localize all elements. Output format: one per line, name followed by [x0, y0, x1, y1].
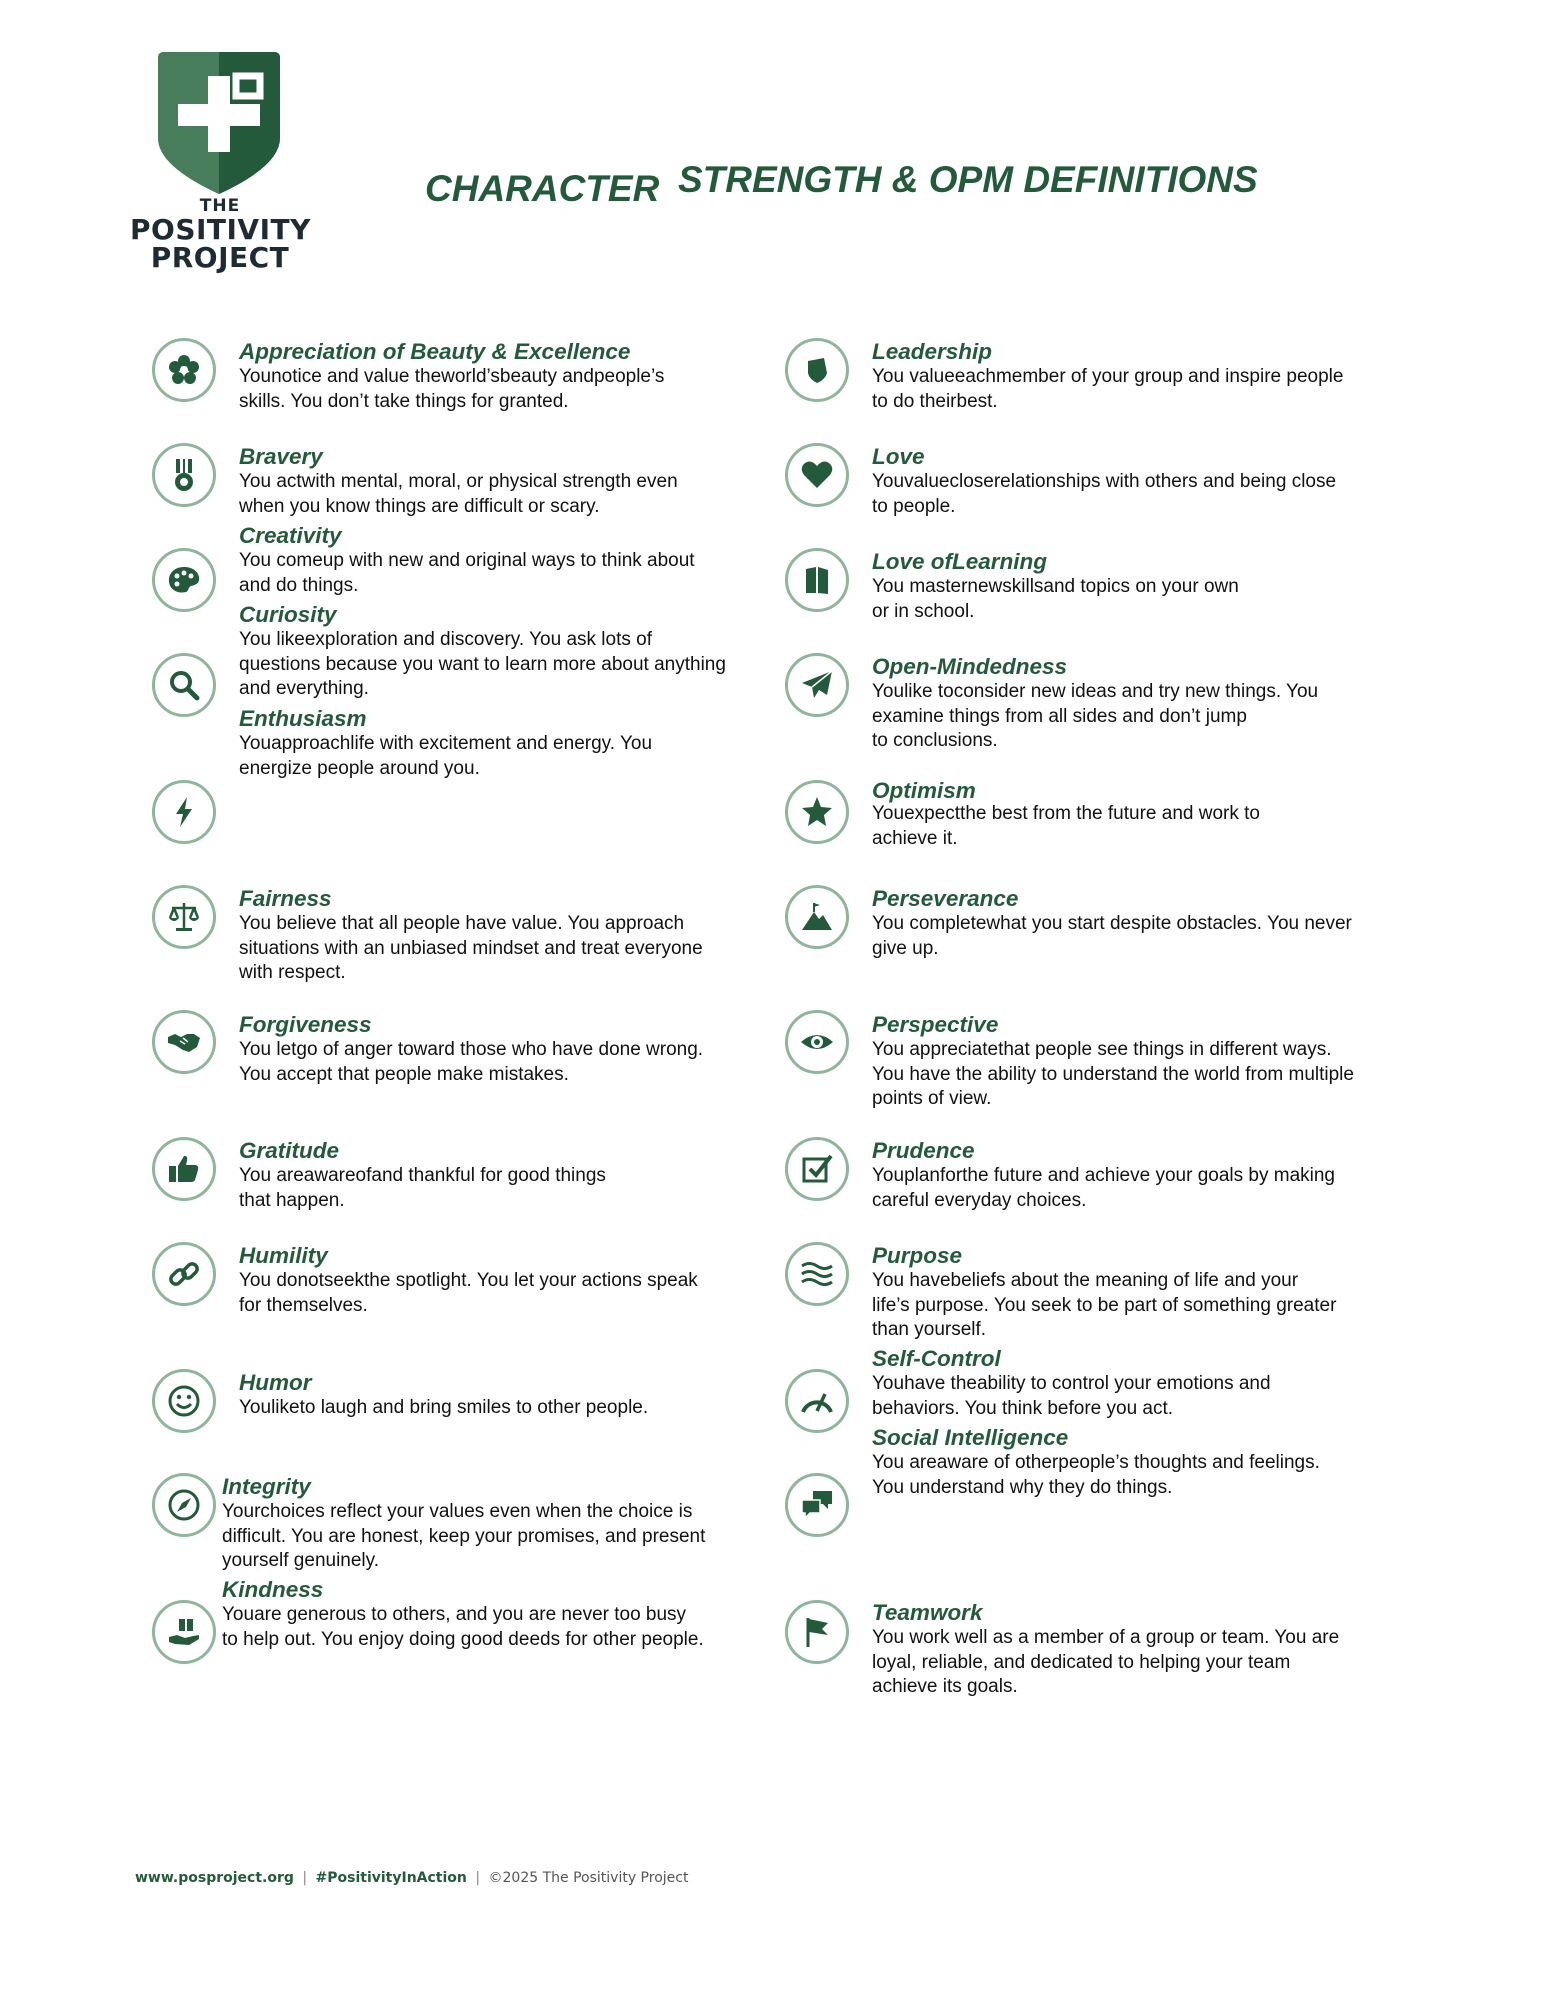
strength-entry [222, 1474, 705, 1574]
chat-bubbles-icon [785, 1473, 849, 1537]
definition-line: achieve it. [872, 827, 958, 849]
definition-line: You understand why they do things. [872, 1476, 1173, 1498]
thumbs-up-icon [152, 1137, 216, 1201]
medal-icon [152, 443, 216, 507]
definition-line: and do things. [239, 574, 359, 596]
strength-name: Teamwork [872, 1600, 983, 1625]
strength-entry [239, 444, 678, 519]
strength-name: Perspective [872, 1012, 999, 1037]
strength-name: Self-Control [872, 1346, 1001, 1371]
definition-line: that happen. [239, 1189, 345, 1211]
strength-entry [872, 886, 1352, 961]
flag-icon [785, 1600, 849, 1664]
scales-icon [152, 885, 216, 949]
definition-line: for themselves. [239, 1294, 368, 1316]
strength-entry [872, 549, 1239, 624]
strength-entry [239, 602, 726, 702]
star-icon [785, 780, 849, 844]
definition-line: to people. [872, 495, 956, 517]
footer-hashtag: #PositivityInAction [315, 1870, 467, 1886]
definition-line: careful everyday choices. [872, 1189, 1087, 1211]
strength-entry [239, 523, 695, 598]
smiley-icon [152, 1369, 216, 1433]
definition-line: Youvaluecloserelationships with others and being close [872, 471, 1337, 492]
strength-name: Enthusiasm [239, 706, 367, 731]
strength-entry [872, 654, 1318, 754]
footer-separator: | [475, 1870, 481, 1886]
strength-name: Social Intelligence [872, 1425, 1069, 1450]
definition-line: You areawareofand thankful for good things [239, 1165, 606, 1186]
definition-line: You valueeachmember of your group and inspire people [872, 366, 1344, 387]
strength-name: Integrity [222, 1474, 311, 1499]
paper-plane-icon [785, 653, 849, 717]
definition-line: skills. You don’t take things for granted. [239, 390, 569, 412]
definition-line: You completewhat you start despite obstacles. You never [872, 913, 1352, 934]
strength-entry [872, 1138, 1335, 1213]
definition-line: Youhave theability to control your emotions and [872, 1373, 1271, 1394]
strength-name: Bravery [239, 444, 323, 469]
definition-line: situations with an unbiased mindset and treat everyone [239, 937, 703, 959]
definition-line: Youapproachlife with excitement and energy. You [239, 733, 653, 754]
definition-line: and everything. [239, 678, 369, 699]
strength-name: Humor [239, 1370, 312, 1395]
strength-entry [239, 706, 652, 781]
strength-name: Gratitude [239, 1138, 340, 1163]
definition-line: You havebeliefs about the meaning of life and your [872, 1270, 1299, 1291]
strength-name: Creativity [239, 523, 342, 548]
strength-entry [872, 780, 1260, 851]
definition-line: energize people around you. [239, 757, 480, 779]
gift-hand-icon [152, 1600, 216, 1664]
definition-line: You likeexploration and discovery. You ask lots of [239, 629, 652, 650]
flower-icon [152, 338, 216, 402]
gauge-icon [785, 1369, 849, 1433]
strength-name: Humility [239, 1243, 328, 1268]
page-title-part-1: CHARACTER [425, 168, 660, 209]
strength-entry [872, 1012, 1354, 1112]
strength-entry [239, 1138, 606, 1213]
definition-line: questions because you want to learn more about anything [239, 653, 726, 675]
strength-name: Optimism [872, 778, 976, 803]
definition-line: Youexpectthe best from the future and work to [872, 803, 1260, 824]
definition-line: You have the ability to understand the world from multiple [872, 1063, 1354, 1085]
logo-wordmark [130, 196, 310, 272]
strength-name: Forgiveness [239, 1012, 372, 1037]
definition-line: than yourself. [872, 1319, 987, 1340]
definition-line: Younotice and value theworld’sbeauty andpeople’s [239, 366, 665, 387]
footer-website-link[interactable]: www.posproject.org [135, 1870, 294, 1886]
compass-icon [152, 1473, 216, 1537]
logo-shield-icon [150, 48, 288, 198]
definition-line: points of view. [872, 1088, 992, 1109]
strength-entry [239, 1012, 703, 1087]
eye-icon [785, 1010, 849, 1074]
definition-line: You accept that people make mistakes. [239, 1063, 569, 1085]
definition-line: Yourchoices reflect your values even when the choice is [222, 1501, 693, 1522]
palette-icon [152, 548, 216, 612]
definition-line: examine things from all sides and don’t jump [872, 705, 1247, 727]
strength-name: Love [872, 444, 925, 469]
definition-line: to help out. You enjoy doing good deeds for other people. [222, 1628, 704, 1650]
strength-entry [239, 886, 703, 986]
definition-line: You donotseekthe spotlight. You let your actions speak [239, 1270, 698, 1291]
handshake-icon [152, 1010, 216, 1074]
logo-line-2: PROJECT [150, 241, 290, 274]
strength-name: Love ofLearning [872, 549, 1048, 574]
strength-entry [872, 1346, 1271, 1421]
footer-separator: | [302, 1870, 308, 1886]
definition-line: You actwith mental, moral, or physical strength even [239, 471, 678, 492]
strength-entry [872, 1425, 1320, 1500]
definition-line: behaviors. You think before you act. [872, 1397, 1174, 1419]
definition-line: You appreciatethat people see things in different ways. [872, 1039, 1332, 1060]
definition-line: You masternewskillsand topics on your own [872, 576, 1239, 597]
strength-name: Fairness [239, 886, 332, 911]
definition-line: difficult. You are honest, keep your promises, and present [222, 1525, 706, 1547]
strength-name: Appreciation of Beauty & Excellence [239, 339, 631, 364]
mountain-icon [785, 885, 849, 949]
definition-line: Youare generous to others, and you are never too busy [222, 1604, 687, 1625]
strength-entry [872, 444, 1336, 519]
definition-line: You believe that all people have value. You approach [239, 913, 685, 934]
strength-name: Kindness [222, 1577, 324, 1602]
strength-name: Purpose [872, 1243, 963, 1268]
magnifier-icon [152, 653, 216, 717]
definition-line: or in school. [872, 600, 975, 622]
strength-entry [872, 339, 1343, 414]
logo-the: THE [199, 196, 241, 216]
definition-line: Youplanforthe future and achieve your goals by making [872, 1165, 1335, 1186]
page-footer [135, 1870, 688, 1886]
strength-name: Perseverance [872, 886, 1019, 911]
definition-line: achieve its goals. [872, 1676, 1018, 1697]
definition-line: give up. [872, 937, 939, 959]
definition-line: to do theirbest. [872, 390, 998, 412]
definition-line: loyal, reliable, and dedicated to helping your team [872, 1651, 1291, 1673]
definition-line: You work well as a member of a group or team. You are [872, 1627, 1340, 1648]
strength-name: Leadership [872, 339, 993, 364]
definition-line: You comeup with new and original ways to think about [239, 550, 695, 571]
logo-line-1: POSITIVITY [130, 213, 311, 246]
strength-entry [872, 1600, 1339, 1700]
lightning-icon [152, 780, 216, 844]
shield-icon [785, 338, 849, 402]
strength-entry [239, 1370, 648, 1421]
footer-copyright: ©2025 The Positivity Project [488, 1870, 689, 1886]
strength-entry [222, 1577, 704, 1652]
heart-icon [785, 443, 849, 507]
definition-line: Youlike toconsider new ideas and try new things. You [872, 681, 1319, 702]
strength-entry [872, 1243, 1336, 1343]
definition-line: life’s purpose. You seek to be part of something greater [872, 1294, 1337, 1316]
strength-name: Curiosity [239, 602, 337, 627]
strength-name: Prudence [872, 1138, 975, 1163]
definition-line: with respect. [239, 962, 346, 983]
strength-name: Open-Mindedness [872, 654, 1068, 679]
book-icon [785, 548, 849, 612]
definition-line: Youliketo laugh and bring smiles to other people. [239, 1397, 649, 1418]
checkbox-icon [785, 1137, 849, 1201]
definition-line: You areaware of otherpeople’s thoughts and feelings. [872, 1452, 1320, 1473]
strength-entry [239, 339, 664, 414]
strength-entry [239, 1243, 698, 1318]
waves-icon [785, 1242, 849, 1306]
page-title-part-2: STRENGTH & OPM DEFINITIONS [678, 159, 1258, 200]
definition-line: when you know things are difficult or scary. [239, 495, 600, 517]
definition-line: to conclusions. [872, 730, 998, 751]
definition-line: yourself genuinely. [222, 1550, 380, 1571]
link-icon [152, 1242, 216, 1306]
definition-line: You letgo of anger toward those who have done wrong. [239, 1039, 704, 1060]
